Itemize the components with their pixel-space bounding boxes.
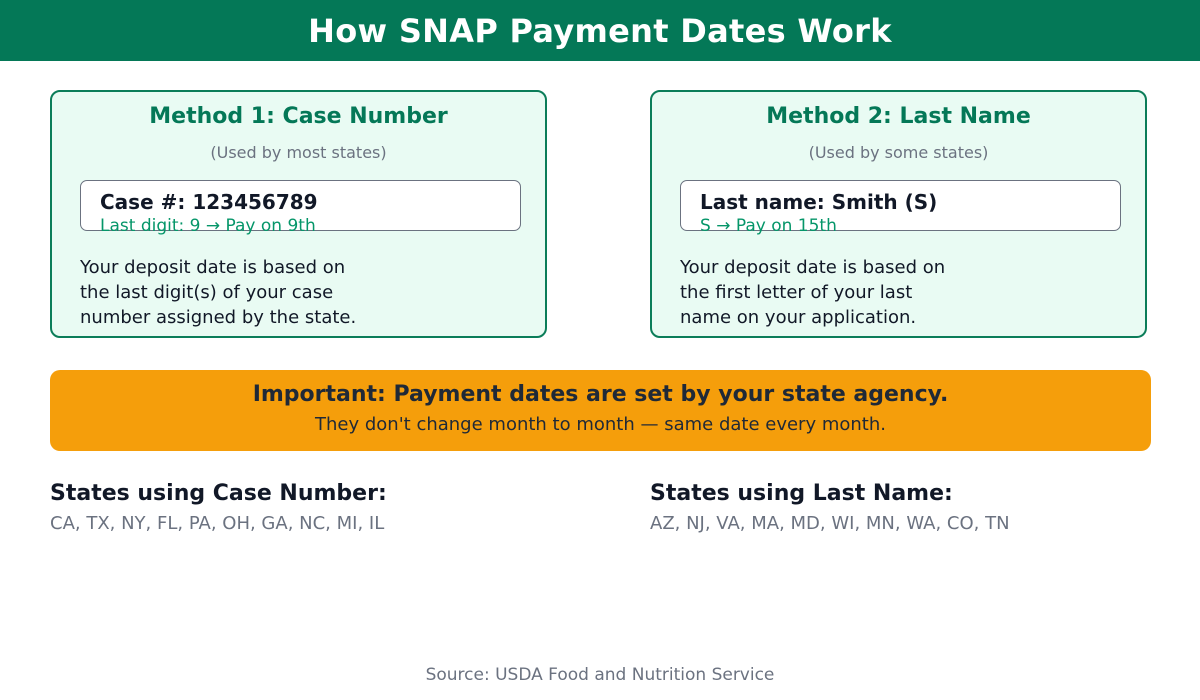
- description-line: Your deposit date is based on: [680, 257, 946, 278]
- method-title: Method 2: Last Name: [766, 104, 1031, 129]
- states-heading: States using Case Number:: [50, 481, 387, 506]
- method-card-case-number: [50, 90, 547, 338]
- method-description: [80, 255, 356, 330]
- example-result-text: Last digit: 9 → Pay on 9th: [100, 216, 316, 236]
- description-line: number assigned by the state.: [80, 307, 357, 328]
- description-line: the last digit(s) of your case: [80, 282, 334, 303]
- important-banner: [50, 370, 1151, 451]
- example-result-text: S → Pay on 15th: [700, 216, 837, 236]
- states-last-name: [650, 481, 1010, 534]
- states-list: AZ, NJ, VA, MA, MD, WI, MN, WA, CO, TN: [650, 513, 1010, 534]
- description-line: the first letter of your last: [680, 282, 913, 303]
- banner-detail: They don't change month to month — same date every month.: [315, 414, 886, 435]
- page-title: How SNAP Payment Dates Work: [308, 11, 892, 50]
- states-case-number: [50, 481, 387, 534]
- method-description: [680, 255, 945, 330]
- example-box: [680, 180, 1121, 236]
- method-title: Method 1: Case Number: [149, 104, 448, 129]
- description-line: Your deposit date is based on: [80, 257, 346, 278]
- states-list: CA, TX, NY, FL, PA, OH, GA, NC, MI, IL: [50, 513, 385, 534]
- method-card-last-name: [650, 90, 1147, 338]
- source-note: Source: USDA Food and Nutrition Service: [425, 665, 775, 685]
- method-subtitle: (Used by some states): [808, 143, 989, 162]
- states-heading: States using Last Name:: [650, 481, 953, 506]
- example-main-text: Last name: Smith (S): [700, 190, 938, 214]
- page-header: [0, 0, 1200, 61]
- description-line: name on your application.: [680, 307, 917, 328]
- example-box: [80, 180, 521, 236]
- example-main-text: Case #: 123456789: [100, 190, 318, 214]
- method-subtitle: (Used by most states): [210, 143, 387, 162]
- banner-headline: Important: Payment dates are set by your state agency.: [252, 382, 949, 407]
